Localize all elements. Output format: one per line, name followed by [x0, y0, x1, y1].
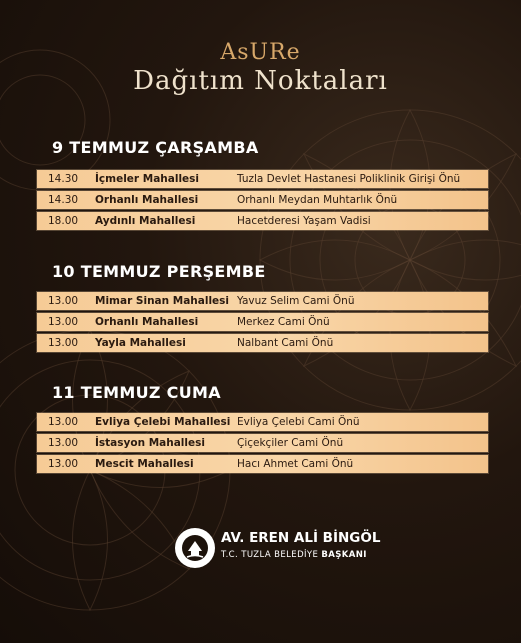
row-time: 13.00 [48, 437, 79, 449]
row-neighborhood: Orhanlı Mahallesi [95, 316, 199, 328]
row-location: Çiçekçiler Cami Önü [237, 437, 344, 449]
row-neighborhood: İçmeler Mahallesi [95, 173, 200, 185]
row-time: 13.00 [48, 416, 79, 428]
tuzla-municipality-logo [174, 527, 216, 569]
row-location: Yavuz Selim Cami Önü [237, 295, 355, 307]
row-location: Hacı Ahmet Cami Önü [237, 458, 354, 470]
mayor-name: AV. EREN ALİ BİNGÖL [221, 530, 381, 546]
row-location: Nalbant Cami Önü [237, 337, 334, 349]
schedule-row [37, 434, 488, 452]
day-heading-1: 9 TEMMUZ ÇARŞAMBA [52, 138, 259, 157]
row-time: 13.00 [48, 295, 79, 307]
mayor-title-prefix: T.C. TUZLA BELEDİYE [221, 550, 319, 560]
schedule-row [37, 413, 488, 431]
row-time: 13.00 [48, 316, 79, 328]
row-neighborhood: Evliya Çelebi Mahallesi [95, 416, 231, 428]
schedule-row [37, 455, 488, 473]
row-time: 13.00 [48, 458, 79, 470]
schedule-row [37, 191, 488, 209]
row-neighborhood: Aydınlı Mahallesi [95, 215, 196, 227]
row-time: 14.30 [48, 173, 79, 185]
row-location: Orhanlı Meydan Muhtarlık Önü [237, 194, 398, 206]
title-asure: AsURe [220, 40, 301, 65]
row-neighborhood: Yayla Mahallesi [95, 337, 186, 349]
mayor-title-bold: BAŞKANI [321, 550, 367, 560]
row-time: 18.00 [48, 215, 79, 227]
schedule-row [37, 313, 488, 331]
schedule-row [37, 170, 488, 188]
schedule-row [37, 212, 488, 230]
row-time: 13.00 [48, 337, 79, 349]
row-location: Evliya Çelebi Cami Önü [237, 416, 360, 428]
row-neighborhood: Orhanlı Mahallesi [95, 194, 199, 206]
day-heading-2: 10 TEMMUZ PERŞEMBE [52, 262, 266, 281]
schedule-row [37, 292, 488, 310]
title-distribution-points: Dağıtım Noktaları [133, 66, 388, 96]
row-location: Merkez Cami Önü [237, 316, 330, 328]
mayor-title [221, 550, 367, 560]
row-location: Hacetderesi Yaşam Vadisi [237, 215, 371, 227]
day-heading-3: 11 TEMMUZ CUMA [52, 383, 221, 402]
row-neighborhood: İstasyon Mahallesi [95, 437, 205, 449]
row-neighborhood: Mimar Sinan Mahallesi [95, 295, 230, 307]
row-neighborhood: Mescit Mahallesi [95, 458, 194, 470]
schedule-row [37, 334, 488, 352]
row-location: Tuzla Devlet Hastanesi Poliklinik Girişi Önü [237, 173, 461, 185]
row-time: 14.30 [48, 194, 79, 206]
